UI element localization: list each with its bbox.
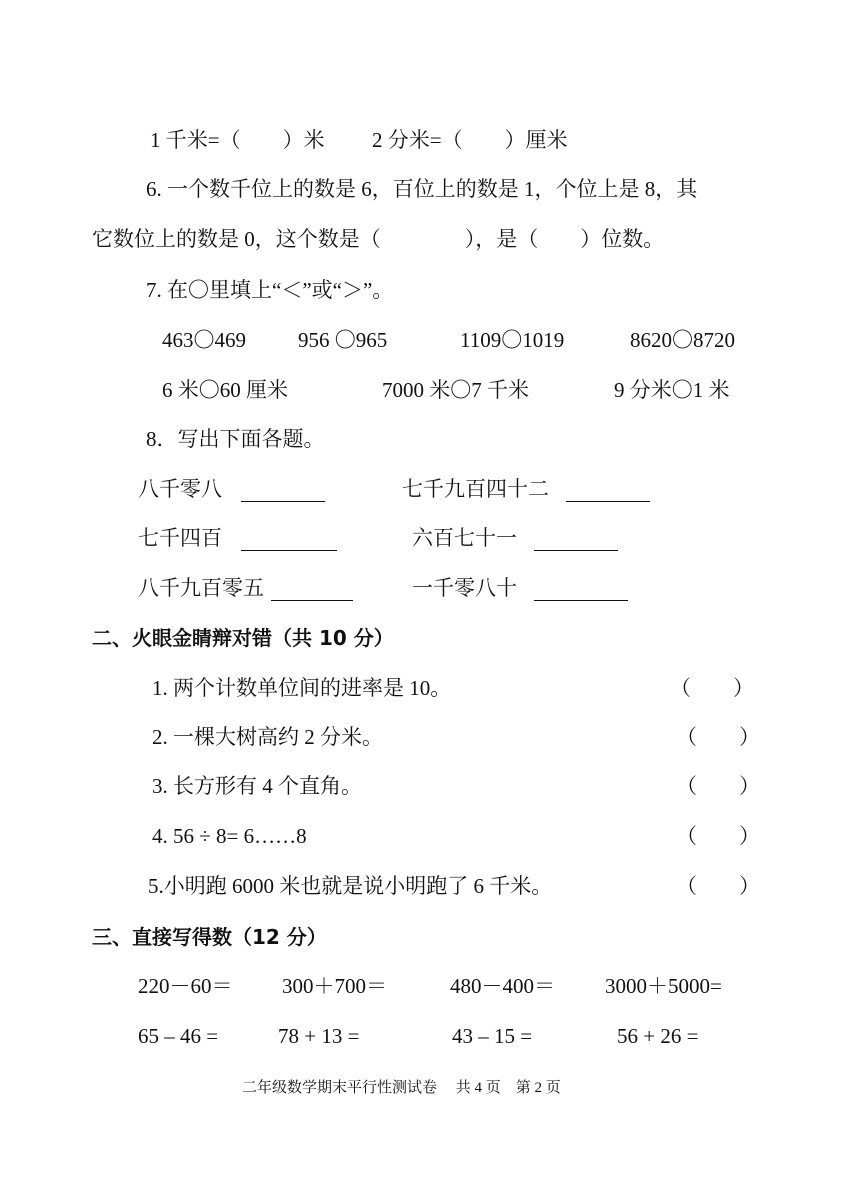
q6-line1: 6. 一个数千位上的数是 6，百位上的数是 1，个位上是 8，其: [146, 177, 698, 201]
tf-item: 2. 一棵大树高约 2 分米。: [152, 725, 383, 749]
section-2-title: 二、火眼金睛辩对错（共 10 分）: [92, 626, 394, 650]
answer-blank[interactable]: [534, 528, 618, 551]
tf-item: 3. 长方形有 4 个直角。: [152, 774, 362, 798]
q8-item-text: 七千四百: [138, 526, 222, 550]
q8-title: 8．写出下面各题。: [146, 427, 325, 451]
arithmetic-item: 3000＋5000=: [605, 974, 722, 998]
arithmetic-item: 300＋700＝: [282, 974, 387, 998]
q7-compare: 9 分米〇1 米: [614, 378, 730, 402]
page-footer: 二年级数学期末平行性测试卷 共 4 页 第 2 页: [242, 1080, 561, 1096]
answer-paren[interactable]: （ ）: [676, 725, 760, 749]
tf-item: 4. 56 ÷ 8= 6……8: [152, 824, 307, 848]
conversion-1: 1 千米=（ ）米: [150, 128, 325, 152]
section-3-title: 三、直接写得数（12 分）: [92, 925, 327, 949]
q8-item: [412, 575, 628, 601]
conversion-2: 2 分米=（ ）厘米: [372, 128, 568, 152]
q7-compare: 1109〇1019: [460, 328, 565, 352]
arithmetic-item: 78 + 13 =: [278, 1024, 360, 1048]
answer-paren[interactable]: （ ）: [676, 774, 760, 798]
q8-item-text: 八千九百零五: [138, 576, 264, 600]
q8-item: [138, 575, 353, 601]
answer-blank[interactable]: [271, 578, 353, 601]
q7-compare: 7000 米〇7 千米: [382, 378, 529, 402]
q8-item-text: 七千九百四十二: [402, 477, 549, 501]
tf-item: 5.小明跑 6000 米也就是说小明跑了 6 千米。: [148, 874, 553, 898]
arithmetic-item: 43 – 15 =: [452, 1024, 533, 1048]
answer-blank[interactable]: [566, 479, 650, 502]
q7-compare: 956 〇965: [298, 328, 388, 352]
arithmetic-item: 65 – 46 =: [138, 1024, 219, 1048]
q8-item: [412, 525, 618, 551]
q8-item-text: 八千零八: [138, 477, 222, 501]
q8-item-text: 六百七十一: [412, 526, 517, 550]
q7-compare: 6 米〇60 厘米: [162, 378, 288, 402]
answer-paren[interactable]: （ ）: [676, 824, 760, 848]
answer-blank[interactable]: [241, 528, 337, 551]
q8-item-text: 一千零八十: [412, 576, 517, 600]
q6-line2: 它数位上的数是 0，这个数是（ ），是（ ）位数。: [92, 227, 665, 251]
answer-blank[interactable]: [241, 479, 325, 502]
answer-paren[interactable]: （ ）: [670, 676, 754, 700]
q7-title: 7. 在〇里填上“＜”或“＞”。: [146, 278, 394, 302]
arithmetic-item: 220－60＝: [138, 974, 233, 998]
q8-item: [402, 476, 650, 502]
q8-item: [138, 476, 325, 502]
answer-blank[interactable]: [534, 578, 628, 601]
answer-paren[interactable]: （ ）: [676, 874, 760, 898]
arithmetic-item: 480－400＝: [450, 974, 555, 998]
arithmetic-item: 56 + 26 =: [617, 1024, 699, 1048]
tf-item: 1. 两个计数单位间的进率是 10。: [152, 676, 452, 700]
q7-compare: 8620〇8720: [630, 328, 735, 352]
q8-item: [138, 525, 337, 551]
q7-compare: 463〇469: [162, 328, 246, 352]
